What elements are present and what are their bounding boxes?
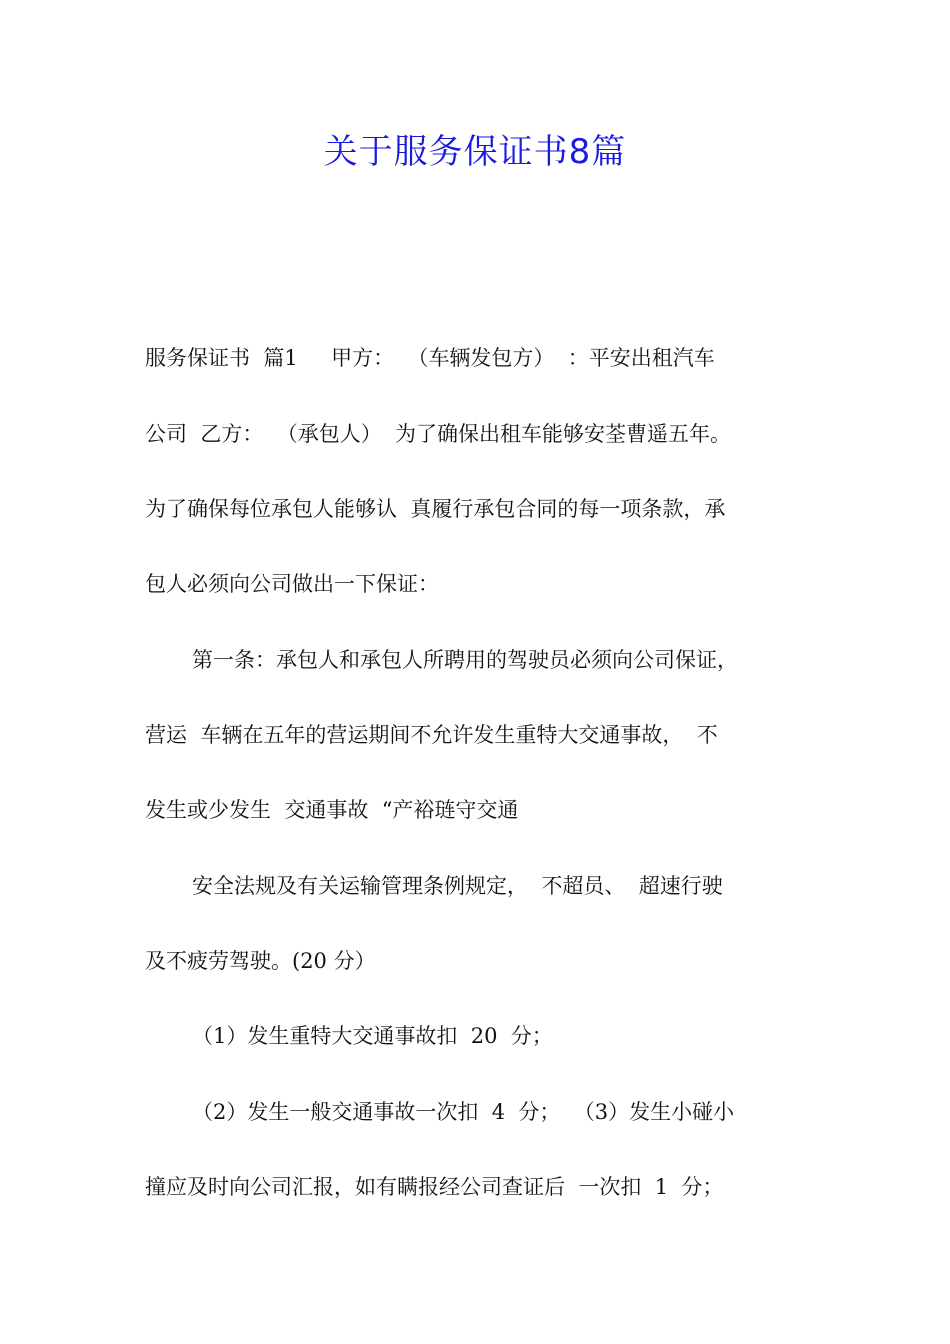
paragraph-line: 营运 车辆在五年的营运期间不允许发生重特大交通事故， 不 (145, 723, 718, 747)
paragraph-line: 包人必须向公司做出一下保证： (145, 572, 439, 596)
paragraph-line: （2）发生一般交通事故一次扣 4 分； （3）发生小碰小 (192, 1100, 735, 1124)
paragraph-line: （1）发生重特大交通事故扣 20 分； (192, 1024, 553, 1048)
paragraph-line: 服务保证书 篇1 甲方： （车辆发包方） ：平安出租汽车 (145, 346, 715, 370)
document-title: 关于服务保证书8篇 (323, 132, 627, 172)
paragraph-line: 公司 乙方： （承包人） 为了确保出租车能够安荃曹遥五年。 (145, 422, 732, 446)
paragraph-line: 为了确保每位承包人能够认 真履行承包合同的每一项条款，承 (145, 497, 726, 521)
paragraph-line: 撞应及时向公司汇报，如有瞒报经公司查证后 一次扣 1 分； (145, 1175, 724, 1199)
paragraph-line: 发生或少发生 交通事故 “产裕琏守交通 (145, 798, 519, 822)
paragraph-line: 安全法规及有关运输管理条例规定， 不超员、 超速行驶 (192, 874, 723, 898)
paragraph-line: 第一条：承包人和承包人所聘用的驾驶员必须向公司保证， (192, 648, 738, 672)
paragraph-line: 及不疲劳驾驶。(20 分） (145, 949, 376, 973)
